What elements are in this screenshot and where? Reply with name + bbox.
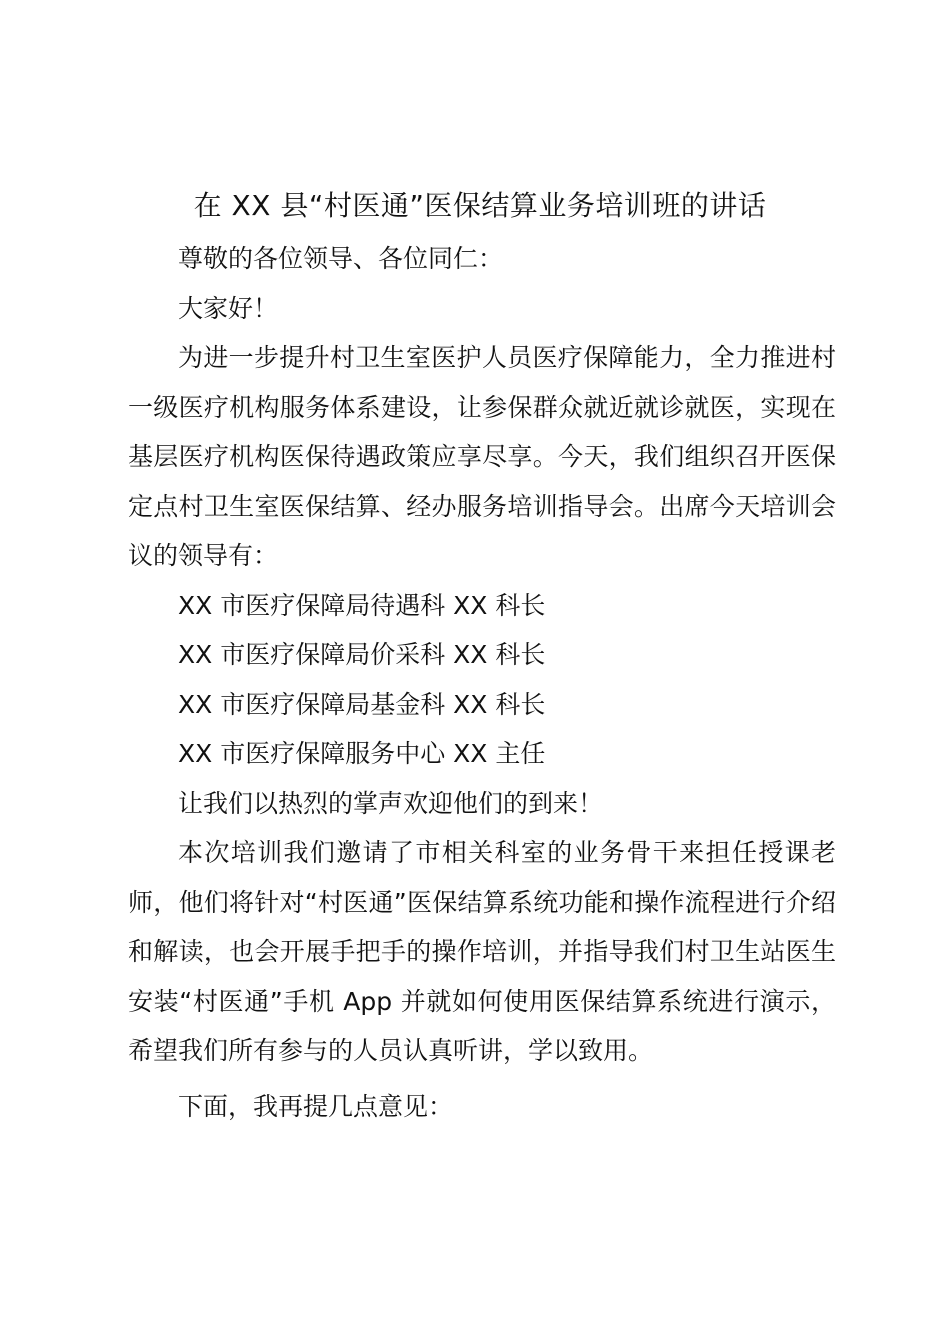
attendee-line: XX 市医疗保障局价采科 XX 科长 [178,640,546,669]
attendee-line: XX 市医疗保障局基金科 XX 科长 [178,689,546,719]
intro-paragraph: 为进一步提升村卫生室医护人员医疗保障能力，全力推进村一级医疗机构服务体系建设，让参保群众就近就诊就医，实现在基层医疗机构医保待遇政策应享尽享。今天，我们组织召开医保定点村卫生室医保结算、经办服务培训指导会。出席今天培训会议的领导有： [128,343,836,570]
salutation-paragraph: 尊敬的各位领导、各位同仁： [178,244,504,273]
welcome-paragraph: 让我们以热烈的掌声欢迎他们的到来！ [178,788,604,818]
training-paragraph: 本次培训我们邀请了市相关科室的业务骨干来担任授课老师，他们将针对“村医通”医保结算系统功能和操作流程进行介绍和解读，也会开展手把手的操作培训，并指导我们村卫生站医生安装“村医通”手机 App 并就如何使用医保结算系统进行演示，希望我们所有参与的人员认真听讲，学以致用。 [128,838,836,1065]
document-body [128,234,836,1131]
document-title: 在 XX 县“村医通”医保结算业务培训班的讲话 [193,189,767,222]
transition-paragraph: 下面，我再提几点意见： [178,1091,454,1121]
attendee-line: XX 市医疗保障服务中心 XX 主任 [178,739,546,768]
greeting-paragraph: 大家好！ [178,293,279,323]
attendee-line: XX 市医疗保障局待遇科 XX 科长 [178,590,546,620]
